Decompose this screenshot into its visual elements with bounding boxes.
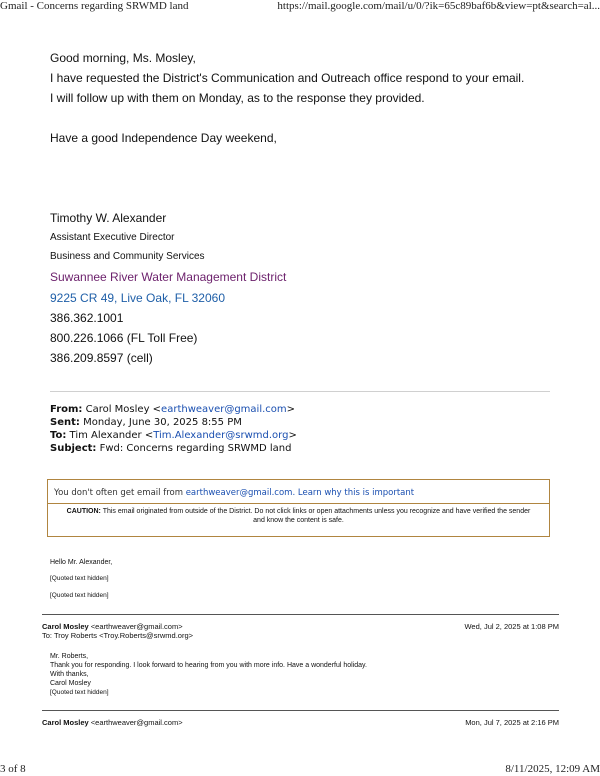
message-separator [42,710,559,711]
external-warning-box [47,479,550,537]
learn-why-link[interactable]: . Learn why this is important [292,488,415,498]
signature-name: Timothy W. Alexander [50,211,167,225]
sender-email: <earthweaver@gmail.com> [88,622,183,631]
signature-org: Suwannee River Water Management District [50,270,287,284]
forwarded-subject [50,443,291,455]
forwarded-to [50,430,297,442]
warning-email-link[interactable]: earthweaver@gmail.com [185,488,293,498]
body-line: Carol Mosley [50,680,91,687]
message-date: Mon, Jul 7, 2025 at 2:16 PM [465,718,559,727]
sent-label: Sent: [50,417,80,428]
sent-value: Monday, June 30, 2025 8:55 PM [79,417,242,428]
caution-text-1: This email originated from outside of the District. Do not click links or open attachments unless you recognize and have verified the sender [100,508,531,515]
to-email-link[interactable]: Tim.Alexander@srwmd.org [153,430,289,441]
body-line: With thanks, [50,671,89,678]
sender-name: Carol Mosley [42,718,89,727]
warning-divider [48,503,549,504]
signature-toll-free: 800.226.1066 (FL Toll Free) [50,331,198,345]
message-body [50,652,367,697]
reply-line-2: I will follow up with them on Monday, as to the response they provided. [50,91,425,105]
signature-address-link[interactable]: 9225 CR 49, Live Oak, FL 32060 [50,291,225,305]
quoted-text-hidden-2[interactable]: [Quoted text hidden] [50,592,109,599]
caution-text-2: and know the content is safe. [253,517,344,524]
print-footer-page: 3 of 8 [0,763,26,775]
from-email-link[interactable]: earthweaver@gmail.com [161,404,287,415]
print-header-title: Gmail - Concerns regarding SRWMD land [0,0,189,12]
reply-line-1: I have requested the District's Communication and Outreach office respond to your email. [50,71,525,85]
message-date: Wed, Jul 2, 2025 at 1:08 PM [464,622,559,631]
quoted-text-hidden[interactable]: [Quoted text hidden] [50,689,109,696]
forwarded-from [50,404,295,416]
inner-greeting: Hello Mr. Alexander, [50,559,113,566]
sender-email: <earthweaver@gmail.com> [88,718,183,727]
caution-label: CAUTION: [66,508,101,515]
separator [50,391,550,392]
to-name: Tim Alexander < [66,430,154,441]
signature-phone: 386.362.1001 [50,311,124,325]
to-label: To: [50,430,67,441]
subject-label: Subject: [50,443,97,454]
message-recipient: To: Troy Roberts <Troy.Roberts@srwmd.org> [42,631,193,640]
warning-notice [54,488,414,498]
from-label: From: [50,404,83,415]
to-close: > [288,430,297,441]
message-sender [42,622,183,631]
signature-title: Assistant Executive Director [50,232,175,243]
caution-notice [48,507,549,525]
body-line: Thank you for responding. I look forward to hearing from you with more info. Have a wonderful holiday. [50,662,367,669]
warning-prefix: You don't often get email from [54,488,186,498]
print-header-url: https://mail.google.com/mail/u/0/?ik=65c89baf6b&view=pt&search=al... [277,0,600,12]
reply-closing: Have a good Independence Day weekend, [50,131,277,145]
signature-department: Business and Community Services [50,251,205,262]
quoted-text-hidden-1[interactable]: [Quoted text hidden] [50,575,109,582]
forwarded-sent [50,417,242,429]
print-footer-datetime: 8/11/2025, 12:09 AM [505,763,600,775]
from-name: Carol Mosley < [82,404,162,415]
signature-cell: 386.209.8597 (cell) [50,351,153,365]
reply-greeting: Good morning, Ms. Mosley, [50,51,196,65]
from-close: > [286,404,296,415]
sender-name: Carol Mosley [42,622,89,631]
message-sender [42,718,183,727]
body-line: Mr. Roberts, [50,653,89,660]
message-separator [42,614,559,615]
subject-value: Fwd: Concerns regarding SRWMD land [96,443,292,454]
